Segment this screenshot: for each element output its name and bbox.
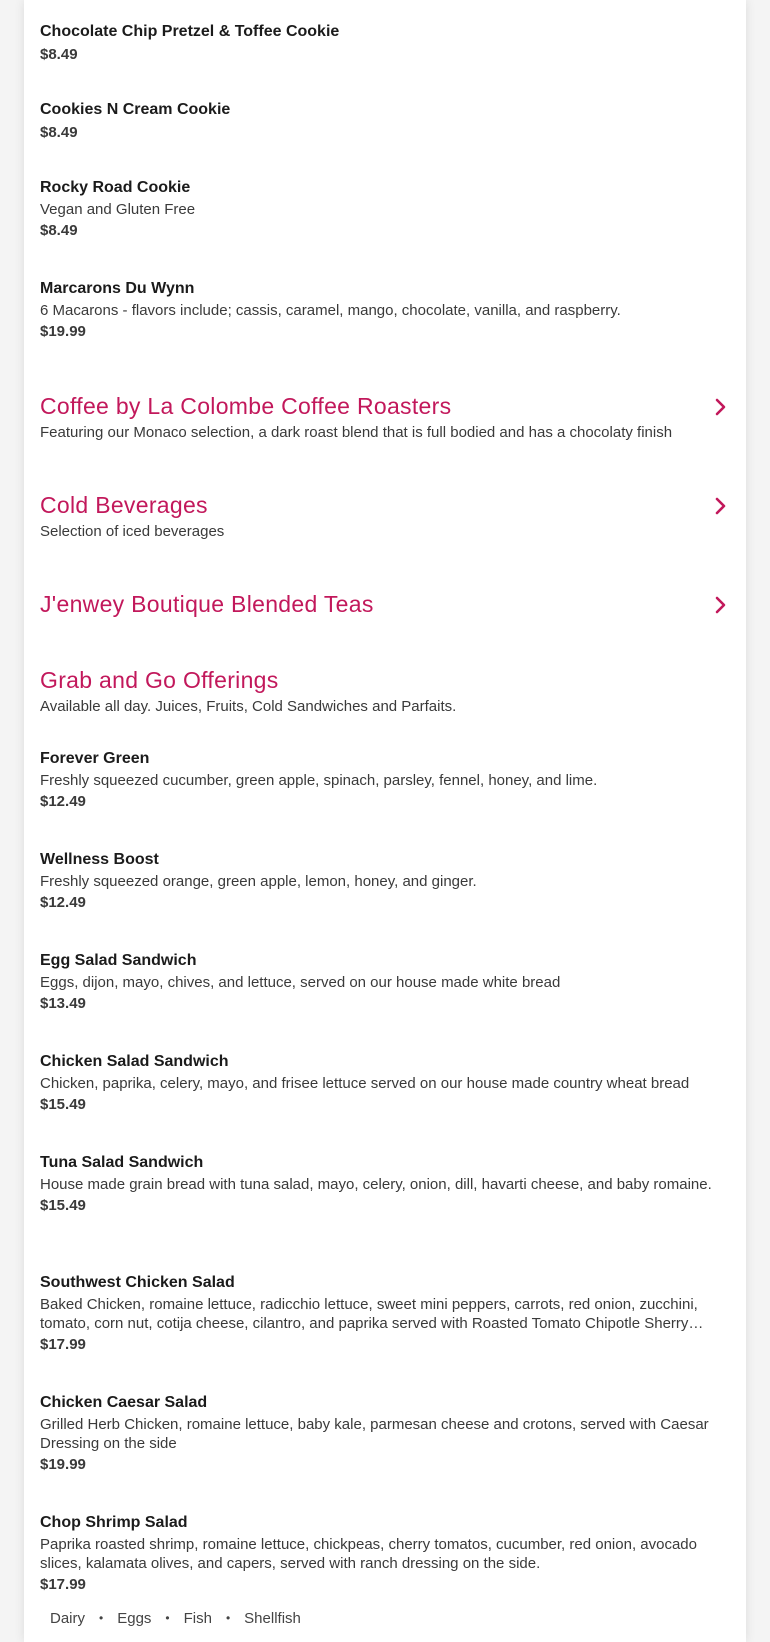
separator-dot: • xyxy=(165,1611,170,1625)
separator-dot: • xyxy=(225,1611,231,1625)
item-price: $15.49 xyxy=(40,1096,86,1113)
item-name: Chicken Caesar Salad xyxy=(40,1394,208,1411)
item-name: Marcarons Du Wynn xyxy=(40,280,195,297)
item-price: $8.49 xyxy=(40,222,78,239)
item-name: Wellness Boost xyxy=(40,851,159,868)
menu-item[interactable] xyxy=(40,950,730,1015)
menu-item[interactable] xyxy=(40,21,730,66)
item-description: Vegan and Gluten Free xyxy=(40,201,196,218)
item-description: Baked Chicken, romaine lettuce, radicchio lettuce, sweet mini peppers, carrots, red onion, zucchini, tomato, corn nut, cotija cheese, cilantro, and paprika served with Roasted Tomato Chipotle Sherry xyxy=(40,1296,698,1332)
allergen-tag: Eggs xyxy=(117,1610,152,1627)
menu-item[interactable] xyxy=(40,99,730,144)
item-description: Grilled Herb Chicken, romaine lettuce, baby kale, parmesan cheese and crotons, served with Caesar Dressing on the side xyxy=(40,1416,709,1452)
chevron-right-icon[interactable] xyxy=(710,397,730,417)
item-description: Paprika roasted shrimp, romaine lettuce, chickpeas, cherry tomatos, cucumber, red onion, avocado slices, kalamata olives, and capers, served with ranch dressing on the side. xyxy=(40,1536,697,1572)
separator-dot: • xyxy=(99,1611,104,1625)
section-teas[interactable] xyxy=(40,589,730,619)
menu-item[interactable] xyxy=(40,1392,730,1476)
item-price: $19.99 xyxy=(40,1456,86,1473)
chevron-right-icon[interactable] xyxy=(710,595,730,615)
item-price: $8.49 xyxy=(40,46,78,63)
menu-item[interactable] xyxy=(40,278,730,343)
section-coffee[interactable] xyxy=(40,391,730,443)
chevron-right-icon[interactable] xyxy=(710,496,730,516)
allergen-tag: Fish xyxy=(183,1610,212,1627)
item-description: House made grain bread with tuna salad, mayo, celery, onion, dill, havarti cheese, and baby romaine. xyxy=(40,1176,712,1193)
section-grab-and-go xyxy=(40,665,730,717)
item-name: Rocky Road Cookie xyxy=(40,179,191,196)
item-description: Freshly squeezed cucumber, green apple, spinach, parsley, fennel, honey, and lime. xyxy=(40,772,598,789)
section-subtitle: Featuring our Monaco selection, a dark roast blend that is full bodied and has a chocolaty finish xyxy=(40,424,673,441)
menu-item[interactable] xyxy=(40,748,730,813)
menu-item[interactable] xyxy=(40,849,730,914)
section-title: Cold Beverages xyxy=(40,492,208,518)
item-name: Chop Shrimp Salad xyxy=(40,1514,188,1531)
item-name: Chicken Salad Sandwich xyxy=(40,1053,229,1070)
item-price: $12.49 xyxy=(40,793,86,810)
item-price: $19.99 xyxy=(40,323,86,340)
allergen-list xyxy=(50,1607,301,1630)
menu-item[interactable] xyxy=(40,1512,730,1596)
item-name: Cookies N Cream Cookie xyxy=(40,101,231,118)
allergen-tag: Dairy xyxy=(50,1610,86,1627)
item-name: Southwest Chicken Salad xyxy=(40,1274,235,1291)
item-name: Forever Green xyxy=(40,750,150,767)
menu-item[interactable] xyxy=(40,177,730,242)
item-description: 6 Macarons - flavors include; cassis, caramel, mango, chocolate, vanilla, and raspberry. xyxy=(40,302,621,319)
item-price: $17.99 xyxy=(40,1576,86,1593)
item-name: Tuna Salad Sandwich xyxy=(40,1154,204,1171)
item-description: Freshly squeezed orange, green apple, lemon, honey, and ginger. xyxy=(40,873,477,890)
item-description: Eggs, dijon, mayo, chives, and lettuce, served on our house made white bread xyxy=(40,974,561,991)
item-name: Egg Salad Sandwich xyxy=(40,952,197,969)
item-price: $13.49 xyxy=(40,995,86,1012)
section-subtitle: Available all day. Juices, Fruits, Cold Sandwiches and Parfaits. xyxy=(40,698,457,715)
menu-item[interactable] xyxy=(40,1152,730,1217)
section-cold-beverages[interactable] xyxy=(40,490,730,542)
section-subtitle: Selection of iced beverages xyxy=(40,523,225,540)
item-price: $8.49 xyxy=(40,124,78,141)
menu-item[interactable] xyxy=(40,1051,730,1116)
item-name: Chocolate Chip Pretzel & Toffee Cookie xyxy=(40,23,340,40)
section-title: Grab and Go Offerings xyxy=(40,667,279,693)
item-price: $17.99 xyxy=(40,1336,86,1353)
allergen-tag: Shellfish xyxy=(244,1610,301,1627)
item-price: $15.49 xyxy=(40,1197,86,1214)
menu-item[interactable] xyxy=(40,1272,730,1356)
section-title: J'enwey Boutique Blended Teas xyxy=(40,591,374,617)
item-price: $12.49 xyxy=(40,894,86,911)
section-title: Coffee by La Colombe Coffee Roasters xyxy=(40,393,452,419)
item-description: Chicken, paprika, celery, mayo, and frisee lettuce served on our house made country wheat bread xyxy=(40,1075,690,1092)
